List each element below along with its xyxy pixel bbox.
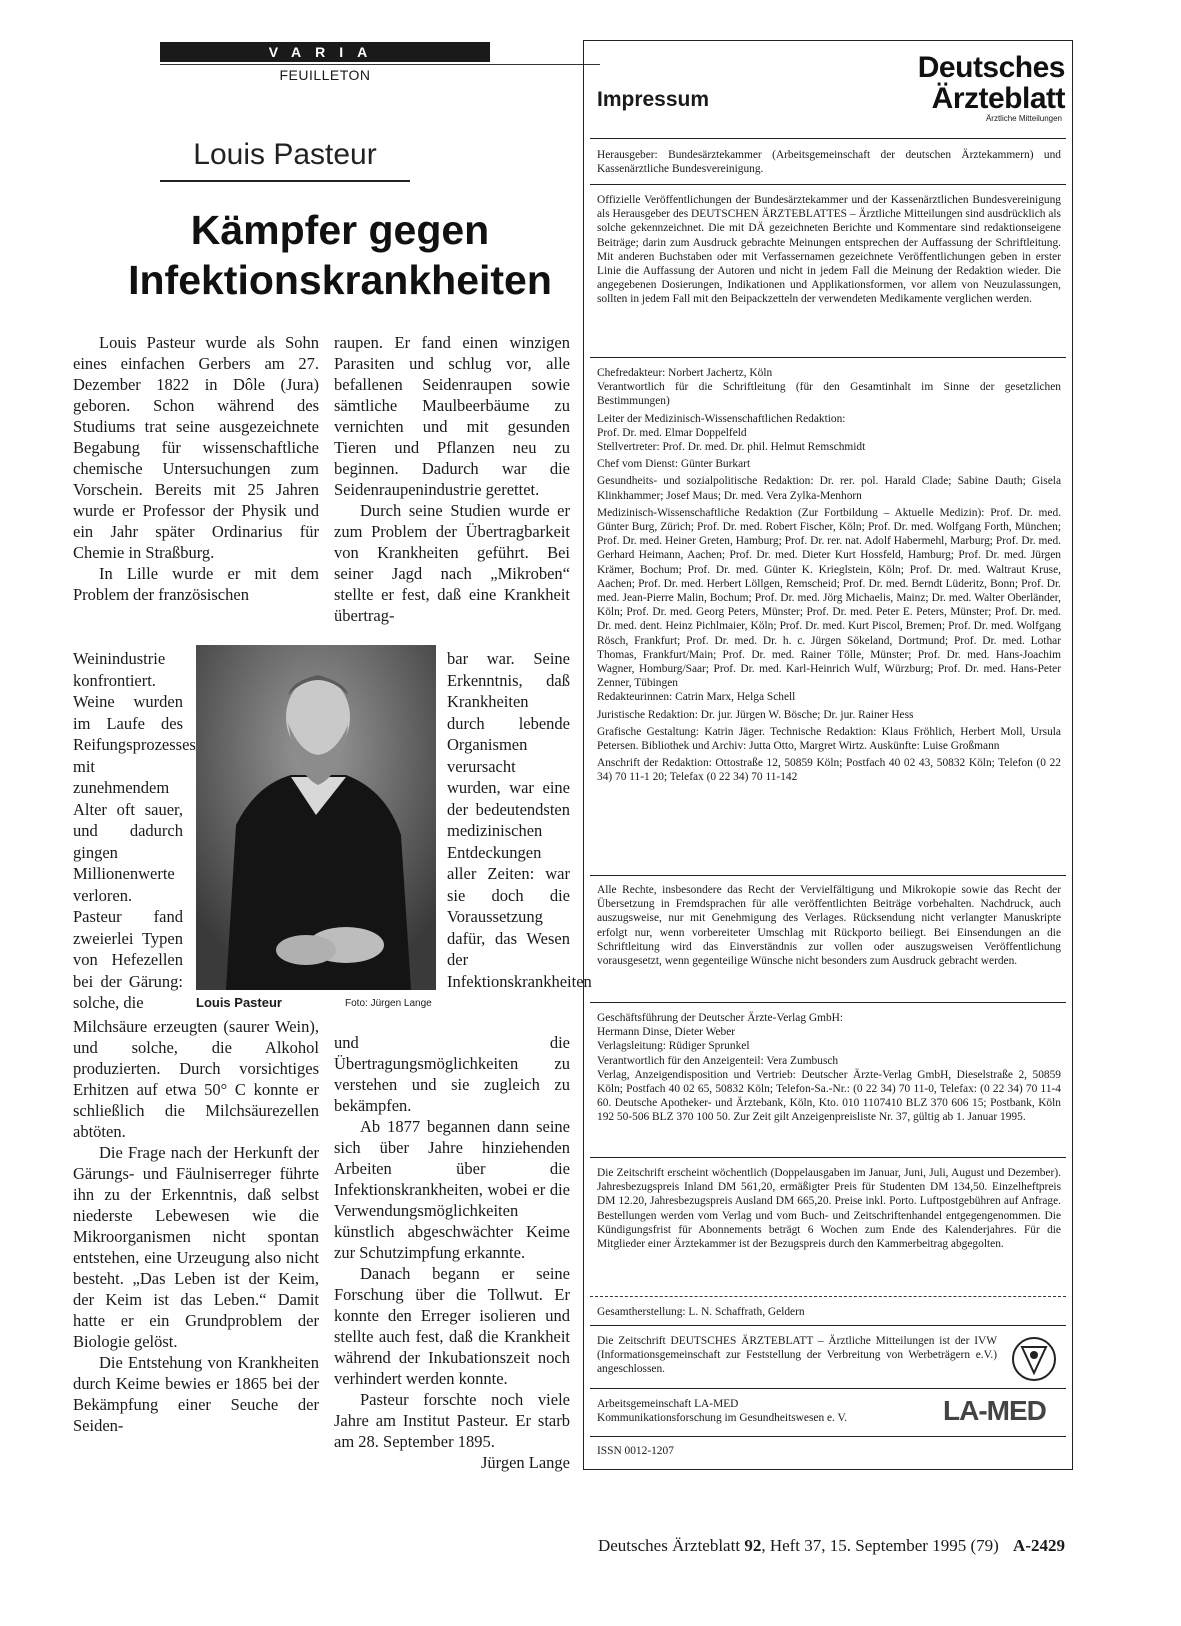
imp-line: Geschäftsführung der Deutscher Ärzte-Verlag GmbH: [597, 1012, 844, 1024]
lamed-logo: LA-MED [943, 1395, 1046, 1426]
photo-caption: Louis Pasteur [196, 995, 282, 1010]
imp-line: Juristische Redaktion: Dr. jur. Jürgen W. Bösche; Dr. jur. Rainer Hess [597, 708, 914, 721]
article-column-2-bottom [334, 1032, 570, 1473]
paragraph: Durch seine Studien wurde er zum Problem der Übertragbarkeit von Krankheiten geführt. Bei seiner Jagd nach „Mikroben“ stellte er fest, daß eine Krankheit übertrag- [334, 501, 570, 625]
impressum-ivw: Die Zeitschrift DEUTSCHES ÄRZTEBLATT – Ärztliche Mitteilungen ist der IVW (Informationsgemeinschaft zur Feststellung der Verbreitung von Werbeträgern e.V.) angeschlossen. [597, 1335, 997, 1376]
paragraph: In Lille wurde er mit dem Problem der französischen [73, 564, 319, 604]
divider [590, 875, 1066, 876]
divider [590, 357, 1066, 358]
logo-line-2: Ärzteblatt [931, 82, 1065, 115]
article-kicker: Louis Pasteur [193, 138, 377, 171]
paragraph: Weinindustrie konfrontiert. Weine wurden im Laufe des Reifungsprozesses mit zunehmendem Alter oft sauer, und dadurch gingen Millionenwerte verloren. Pasteur fand zweierlei Typen von Hefezellen bei der Gärung: solche, die [73, 649, 196, 1012]
portrait-illustration [196, 645, 436, 990]
imp-line: Medizinisch-Wissenschaftliche Redaktion (Zur Fortbildung – Aktuelle Medizin): Prof. Dr. med. Günter Burg, Zürich; Prof. Dr. med. Robert Fischer, Köln; Prof. Dr. med. Wolfgang Forth, München; Prof. Dr. med. Heiner Greten, Hamburg; Prof. Dr. rer. nat. Adolf Habermehl, Marburg; Prof. Dr. med. Gerhard Heimann, Aachen; Prof. Dr. med. Dieter Kurt Hossfeld, Hamburg; Prof. Dr. med. Jürgen Krämer, Bochum; Prof. Dr. med. Günter K. Krieglstein, Köln; Prof. Dr. med. Waltraut Kruse, Aachen; Prof. Dr. med. Herbert Löllgen, Remscheid; Prof. Dr. med. Berndt Lüderitz, Bonn; Prof. Dr. med. Jean-Pierre Malin, Bochum; Prof. Dr. med. Jörg Michaelis, Mainz; Dr. med. Walter Oberländer, Köln; Prof. Dr. med. Georg Peters, Münster; Prof. Dr. med. Peter E. Peters, Münster; Prof. Dr. med. Dr. med. dent. Heinz Pichlmaier, Köln; Prof. Dr. med. Kurt Piscol, Bremen; Prof. Dr. med. Wolfgang Rösch, Frankfurt; Prof. Dr. med. Dr. h. c. Jürgen Sökeland, Dortmund; Prof. Dr. med. Lothar Thomas, Frankfurt/Main; Prof. Dr. med. Rainer Tölle, Münster; Prof. Dr. med. Hans-Joachim Wagner, Homburg/Saar; Prof. Dr. med. Karl-Heinrich Wulf, Würzburg; Prof. Dr. med. Hans-Peter Zenner, Tübingen [597, 506, 1061, 690]
imp-line: Redakteurinnen: Catrin Marx, Helga Schell [597, 691, 796, 704]
header-rule [160, 64, 600, 65]
divider [590, 184, 1066, 185]
impressum-official: Offizielle Veröffentlichungen der Bundesärztekammer und der Kassenärztlichen Bundesvereinigung als Herausgeber des DEUTSCHEN ÄRZTEBLATTES – Ärztliche Mitteilungen sind ausdrücklich als solche gekennzeichnet. Die mit DÄ gezeichneten Berichte und Kommentare sind redaktionseigene Beiträge; darin zum Ausdruck gebrachte Meinungen entsprechen der Auffassung der Schriftleitung. Mit anderen Buchstaben oder mit Verfassernamen gezeichnete Veröffentlichungen geben in erster Linie die Auffassung der Autoren und nicht in jedem Fall die Meinung der Redaktion wieder. Die angegebenen Dosierungen, Indikationen und Applikationsformen, vor allem von Neuzulassungen, sollten in jedem Fall mit den Beipackzetteln der verwendeten Medikamente verglichen werden. [597, 194, 1061, 306]
imp-line: Grafische Gestaltung: Katrin Jäger. Technische Redaktion: Klaus Fröhlich, Herbert Moll, Ursula Petersen. Bibliothek und Archiv: Jutta Otto, Margret Wirtz. Auskünfte: Luise Großmann [597, 725, 1061, 753]
divider [590, 1157, 1066, 1158]
headline-line-2: Infektionskrankheiten [128, 257, 552, 303]
footer-page-number: A-2429 [1013, 1536, 1065, 1555]
impressum-publisher-info [597, 1011, 1061, 1125]
article-column-1-bottom [73, 1016, 319, 1436]
imp-line: Stellvertreter: Prof. Dr. med. Dr. phil. Helmut Remschmidt [597, 441, 866, 454]
paragraph: bar war. Seine Erkenntnis, daß Krankheiten durch lebende Organismen verursacht wurden, war eine der bedeutendsten medizinischen Entdeckungen aller Zeiten: war sie doch die Voraussetzung dafür, das Wesen der Infektionskrankheiten [447, 649, 592, 991]
kicker-rule [160, 180, 410, 182]
imp-line: Verlag, Anzeigendisposition und Vertrieb: Deutscher Ärzte-Verlag GmbH, Dieselstraße 2, 50859 Köln; Postfach 40 02 65, 50832 Köln; Telefon-Sa.-Nr.: (0 22 34) 70 11-0, Telefax: (0 22 34) 70 11-4 60. Deutsche Apotheker- und Ärztebank, Köln, Kto. 010 1107410 BLZ 370 606 15; Postbank, Köln 192 50-506 BLZ 370 100 50. Zur Zeit gilt Anzeigenpreisliste Nr. 37, gültig ab 1. Januar 1995. [597, 1068, 1061, 1124]
divider [590, 138, 1066, 139]
journal-logo [900, 52, 1065, 114]
divider [590, 1325, 1066, 1326]
portrait-photo [196, 645, 436, 990]
imp-line: Verlagsleitung: Rüdiger Sprunkel [597, 1040, 750, 1053]
divider [590, 1002, 1066, 1003]
impressum-production: Gesamtherstellung: L. N. Schaffrath, Geldern [597, 1306, 805, 1318]
imp-line: Anschrift der Redaktion: Ottostraße 12, 50859 Köln; Postfach 40 02 43, 50832 Köln; Telefon (0 22 34) 70 11-1 20; Telefax (0 22 34) 70 11-142 [597, 757, 1061, 784]
footer-journal: Deutsches Ärzteblatt [597, 1536, 741, 1555]
article-headline [70, 205, 610, 305]
page-footer [480, 1536, 1065, 1556]
paragraph: Danach begann er seine Forschung über die Tollwut. Er konnte den Erreger isolieren und stellte auch fest, daß die Krankheit während der Inkubationszeit noch verhindert werden konnte. [334, 1264, 570, 1388]
article-column-1-narrow [73, 648, 196, 1014]
footer-issue: , Heft 37, 15. September 1995 (79) [761, 1536, 999, 1555]
imp-line: Arbeitsgemeinschaft LA-MED [597, 1398, 739, 1410]
paragraph: und die Übertragungsmöglichkeiten zu verstehen und sie zugleich zu bekämpfen. [334, 1033, 570, 1115]
ivw-logo [1010, 1335, 1058, 1383]
article-column-2-top [334, 332, 570, 626]
headline-line-1: Kämpfer gegen [190, 207, 490, 253]
paragraph: Die Frage nach der Herkunft der Gärungs- und Fäulniserreger führte ihn zu der Erkenntnis, daß selbst niederste Lebewesen wie die Mikroorganismen nicht spontan entstehen, eine Urzeugung also nicht besteht. „Das Leben ist der Keim, der Keim ist das Leben.“ Damit hatte er ein Grundproblem der Biologie gelöst. [73, 1143, 319, 1351]
imp-line: Chef vom Dienst: Günter Burkart [597, 458, 751, 471]
imp-line: Chefredakteur: Norbert Jachertz, Köln [597, 367, 773, 379]
paragraph: Ab 1877 begannen dann seine sich über Jahre hinziehenden Arbeiten über die Infektionskrankheiten, wobei er die Verwendungsmöglichkeiten künstlich abgeschwächter Keime zur Schutzimpfung erkannte. [334, 1117, 570, 1262]
article-column-2-narrow [447, 648, 592, 992]
imp-line: Hermann Dinse, Dieter Weber [597, 1026, 736, 1039]
impressum-subscription: Die Zeitschrift erscheint wöchentlich (Doppelausgaben im Januar, Juni, Juli, August und Dezember). Jahresbezugspreis Inland DM 561,20, ermäßigter Preis für Studenten DM 134,50. Einzelheftpreis DM 12.20, Jahresbezugspreis Ausland DM 665,20. Preise inkl. Porto. Luftpostgebühren auf Anfrage. Bestellungen werden vom Verlag und vom Buch- und Zeitschriftenhandel entgegengenommen. Die Kündigungsfrist für Abonnements beträgt 6 Wochen zum Ende des Kalenderjahres. Für die Mitglieder einer Ärztekammer ist der Bezugspreis durch den Kammerbeitrag abgegolten. [597, 1167, 1061, 1251]
divider [590, 1388, 1066, 1389]
imp-line: Verantwortlich für den Anzeigenteil: Vera Zumbusch [597, 1054, 839, 1067]
imp-line: Leiter der Medizinisch-Wissenschaftlichen Redaktion: [597, 412, 846, 425]
impressum-editorial [597, 366, 1061, 785]
logo-subtitle: Ärztliche Mitteilungen [985, 114, 1062, 123]
subsection-label: FEUILLETON [279, 67, 371, 83]
impressum-publisher: Herausgeber: Bundesärztekammer (Arbeitsgemeinschaft der deutschen Ärztekammern) und Kassenärztliche Bundesvereinigung. [597, 149, 1061, 176]
impressum-rights: Alle Rechte, insbesondere das Recht der Vervielfältigung und Mikrokopie sowie das Recht der Übersetzung in Fremdsprachen für alle veröffentlichten Beiträge vorbehalten. Nachdruck, auch auszugsweise, nur mit Genehmigung des Verlages. Rücksendung nicht verlangter Manuskripte erfolgt nur, wenn vorbereiteter Umschlag mit Rückporto beiliegt. Bei Einsendungen an die Schriftleitung wird das Einverständnis zur vollen oder auszugsweisen Veröffentlichung vorausgesetzt, wenn gegenteilige Wünsche nicht besonders zum Ausdruck gebracht werden. [597, 884, 1061, 968]
photo-credit: Foto: Jürgen Lange [345, 998, 432, 1009]
divider [590, 1296, 1066, 1297]
impressum-title: Impressum [597, 88, 710, 111]
paragraph: Die Entstehung von Krankheiten durch Keime bewies er 1865 bei der Bekämpfung einer Seuche der Seiden- [73, 1353, 319, 1435]
impressum-issn: ISSN 0012-1207 [597, 1445, 674, 1457]
paragraph: raupen. Er fand einen winzigen Parasiten und schlug vor, alle befallenen Seidenraupen sowie sämtliche Maulbeerbäume zu vernichten und mit gesunden Tieren und Pflanzen neu zu beginnen. Dadurch war die Seidenraupenindustrie gerettet. [334, 333, 570, 499]
imp-line: Gesundheits- und sozialpolitische Redaktion: Dr. rer. pol. Harald Clade; Sabine Dauth; Gisela Klinkhammer; Josef Maus; Dr. med. Vera Zylka-Menhorn [597, 475, 1061, 502]
logo-line-1: Deutsches [917, 51, 1065, 84]
divider [590, 1436, 1066, 1437]
footer-volume: 92 [744, 1536, 762, 1555]
imp-line: Kommunikationsforschung im Gesundheitswesen e. V. [597, 1412, 848, 1425]
imp-line: Verantwortlich für die Schriftleitung (für den Gesamtinhalt im Sinne der gesetzlichen Bestimmungen) [597, 381, 1061, 408]
article-column-1-top [73, 332, 319, 605]
byline: Jürgen Lange [480, 1453, 570, 1472]
paragraph: Louis Pasteur wurde als Sohn eines einfachen Gerbers am 27. Dezember 1822 in Dôle (Jura) geboren. Schon während des Studiums trat seine ausgezeichnete Begabung für wissenschaftliche chemische Untersuchungen zum Vorschein. Bereits mit 25 Jahren wurde er Professor der Physik und ein Jahr später Ordinarius für Chemie in Straßburg. [73, 333, 319, 562]
paragraph: Pasteur forschte noch viele Jahre am Institut Pasteur. Er starb am 28. September 1895. Jürgen Lange [334, 1390, 570, 1472]
imp-line: Prof. Dr. med. Elmar Doppelfeld [597, 426, 747, 439]
paragraph: Milchsäure erzeugten (saurer Wein), und solche, die Alkohol produzierten. Durch vorsichtiges Erhitzen auf etwa 50° C konnte er schließlich die Milchsäurezellen abtöten. [73, 1017, 319, 1141]
section-banner: VARIA [160, 42, 490, 62]
